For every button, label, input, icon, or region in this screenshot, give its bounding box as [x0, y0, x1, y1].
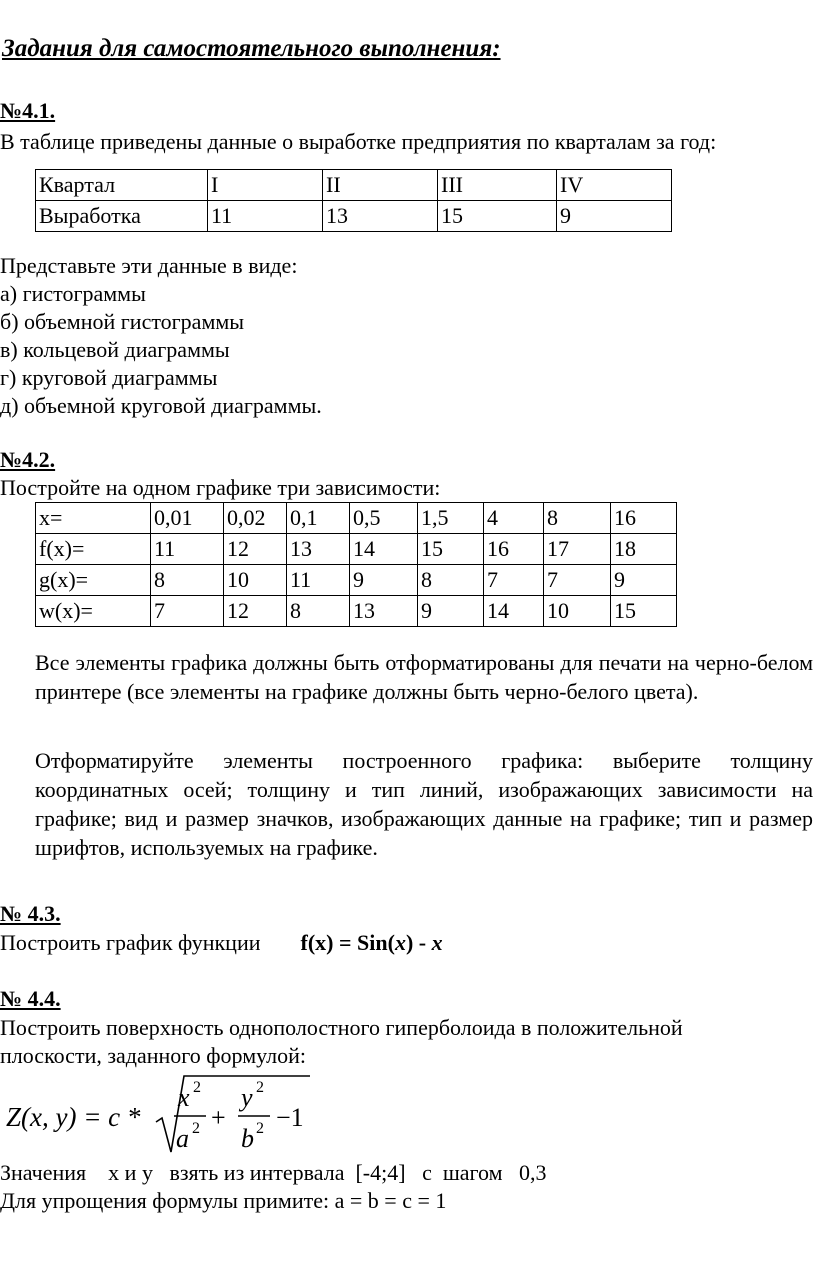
table-cell: 12	[224, 534, 287, 565]
task-4-2-number: №4.2.	[0, 447, 56, 472]
table-cell: 15	[418, 534, 484, 565]
table-cell: 8	[151, 565, 224, 596]
table-cell: g(x)=	[36, 565, 151, 596]
list-item: г) круговой диаграммы	[0, 365, 218, 390]
table-cell: 0,01	[151, 503, 224, 534]
table-cell: 9	[611, 565, 677, 596]
formula-var: x	[394, 930, 406, 955]
task-4-4-number: № 4.4.	[0, 986, 61, 1011]
table-cell: 14	[484, 596, 544, 627]
task-4-4-line2: плоскости, заданного формулой:	[0, 1043, 307, 1068]
task-4-1-intro: В таблице приведены данные о выработке предприятия по кварталам за год:	[0, 129, 717, 154]
table-cell: 16	[611, 503, 677, 534]
task-4-4-range: Значения x и y взять из интервала [-4;4] с шагом 0,3	[0, 1160, 547, 1185]
table-cell: 15	[611, 596, 677, 627]
table-row	[36, 503, 677, 534]
task-4-2-intro: Постройте на одном графике три зависимости:	[0, 475, 441, 500]
table-cell: 11	[208, 201, 323, 232]
list-item: а) гистограммы	[0, 281, 146, 306]
formula-lhs: Z(x, y) = c *	[6, 1102, 141, 1132]
numerator-y: y	[241, 1083, 253, 1112]
table-cell: Квартал	[36, 170, 208, 201]
table-cell: 0,02	[224, 503, 287, 534]
formula-part: f(x) = Sin(	[300, 930, 395, 955]
table-cell: 8	[287, 596, 350, 627]
table-cell: 9	[350, 565, 418, 596]
table-row	[36, 565, 677, 596]
table-cell: 8	[544, 503, 611, 534]
table-cell: Выработка	[36, 201, 208, 232]
table-row	[36, 596, 677, 627]
table-cell: 10	[224, 565, 287, 596]
table-cell: 15	[438, 201, 557, 232]
function-table	[35, 502, 677, 627]
hyperboloid-formula	[6, 1070, 326, 1160]
table-cell: 9	[557, 201, 672, 232]
page-title: Задания для самостоятельного выполнения:	[2, 35, 501, 62]
table-cell: 13	[323, 201, 438, 232]
table-cell: 13	[287, 534, 350, 565]
exponent: 2	[193, 1079, 201, 1096]
table-cell: 0,1	[287, 503, 350, 534]
table-cell: 18	[611, 534, 677, 565]
table-cell: 7	[544, 565, 611, 596]
format-instruction-elements: Отформатируйте элементы построенного графика: выберите толщину координатных осей; толщину и тип линий, изображающих зависимости на графике; вид и размер значков, изображающих данные на графике; тип и размер шрифтов, используемых на графике.	[35, 748, 813, 860]
list-item: д) объемной круговой диаграммы.	[0, 393, 322, 418]
table-cell: 8	[418, 565, 484, 596]
exponent: 2	[256, 1079, 264, 1096]
formula-var: x	[431, 930, 443, 955]
table-cell: III	[438, 170, 557, 201]
table-cell: 14	[350, 534, 418, 565]
table-cell: f(x)=	[36, 534, 151, 565]
table-cell: 7	[484, 565, 544, 596]
table-cell: 0,5	[350, 503, 418, 534]
table-cell: 7	[151, 596, 224, 627]
table-cell: x=	[36, 503, 151, 534]
table-row	[36, 201, 672, 232]
list-item: в) кольцевой диаграммы	[0, 337, 230, 362]
exponent: 2	[192, 1120, 200, 1137]
table-row	[36, 170, 672, 201]
table-cell: 11	[287, 565, 350, 596]
formula-part: ) -	[405, 930, 432, 955]
table-cell: 17	[544, 534, 611, 565]
table-cell: IV	[557, 170, 672, 201]
table-row	[36, 534, 677, 565]
table-cell: 12	[224, 596, 287, 627]
table-cell: II	[323, 170, 438, 201]
table-cell: 11	[151, 534, 224, 565]
task-4-3-line	[0, 929, 443, 957]
table-cell: 10	[544, 596, 611, 627]
table-cell: 13	[350, 596, 418, 627]
task-4-4-simplify: Для упрощения формулы примите: a = b = c = 1	[0, 1188, 447, 1213]
task-4-4-line1: Построить поверхность однополостного гиперболоида в положительной	[0, 1015, 683, 1040]
task-4-3-number: № 4.3.	[0, 901, 61, 926]
task-4-1-number: №4.1.	[0, 98, 56, 123]
exponent: 2	[256, 1120, 264, 1137]
numerator-x: x	[178, 1083, 190, 1112]
table-cell: I	[208, 170, 323, 201]
table-cell: 9	[418, 596, 484, 627]
task-4-3-intro: Построить график функции	[0, 930, 261, 955]
table-cell: w(x)=	[36, 596, 151, 627]
format-instruction-bw: Все элементы графика должны быть отформатированы для печати на черно-белом принтере (все элементы на графике должны быть черно-белого цвета).	[35, 650, 813, 704]
list-item: б) объемной гистограммы	[0, 309, 245, 334]
table-cell: 1,5	[418, 503, 484, 534]
plus-sign: +	[211, 1103, 226, 1132]
output-table	[35, 169, 672, 232]
task-4-1-prompt: Представьте эти данные в виде:	[0, 253, 298, 278]
minus-one: −1	[276, 1103, 304, 1132]
denominator-a: a	[176, 1124, 189, 1153]
table-cell: 16	[484, 534, 544, 565]
table-cell: 4	[484, 503, 544, 534]
denominator-b: b	[241, 1124, 254, 1153]
function-formula	[301, 930, 443, 955]
